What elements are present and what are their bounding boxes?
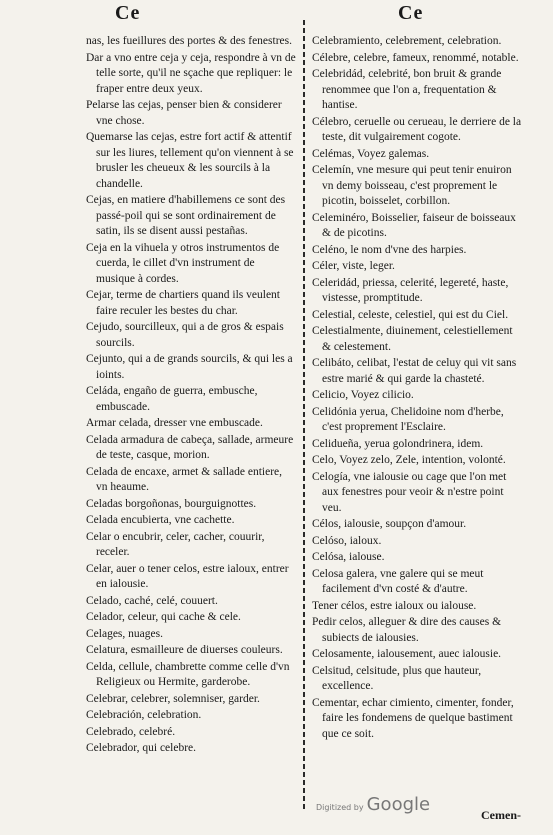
left-column bbox=[86, 34, 296, 758]
dictionary-entry: Celebrado, celebré. bbox=[86, 725, 176, 738]
running-head-left: Ce bbox=[115, 2, 141, 24]
footer-prefix: Digitized by bbox=[316, 803, 364, 812]
dictionary-entry: Celebrar, celebrer, solemniser, garder. bbox=[86, 692, 260, 705]
dictionary-entry: Celóso, ialoux. bbox=[312, 534, 382, 547]
dictionary-entry: Célebro, ceruelle ou cerueau, le derriere de la teste, dit vulgairement cogote. bbox=[312, 115, 522, 143]
dictionary-entry: Céler, viste, leger. bbox=[312, 260, 395, 272]
dictionary-entry: Celéno, le nom d'vne des harpies. bbox=[312, 243, 467, 256]
dictionary-entry: Celibáto, celibat, l'estat de celuy qui vit sans estre marié & qui garde la chasteté. bbox=[312, 357, 517, 385]
dictionary-entry: Pedir celos, alleguer & dire des causes & subiects de ialousies. bbox=[312, 616, 502, 644]
dictionary-entry: Celebridád, celebrité, bon bruit & grande renommee que l'on a, frequentation & hantise. bbox=[312, 68, 502, 111]
dictionary-entry: Célos, ialousie, soupçon d'amour. bbox=[312, 518, 467, 530]
dictionary-entry: Celador, celeur, qui cache & cele. bbox=[86, 611, 241, 623]
dictionary-entry: Celidueña, yerua golondrinera, idem. bbox=[312, 437, 484, 450]
dictionary-entry: Celósa, ialouse. bbox=[312, 551, 385, 563]
dictionary-entry: Celar o encubrir, celer, cacher, couurir, receler. bbox=[86, 530, 265, 558]
google-logo: Google bbox=[366, 794, 431, 815]
dictionary-entry: Célebre, celebre, fameux, renommé, notable. bbox=[312, 51, 519, 64]
dictionary-entry: Celosamente, ialousement, auec ialousie. bbox=[312, 648, 502, 660]
dictionary-entry: Armar celada, dresser vne embuscade. bbox=[86, 417, 263, 429]
dictionary-entry: Celémas, Voyez galemas. bbox=[312, 147, 430, 160]
dictionary-entry: Cejudo, sourcilleux, qui a de gros & espais sourcils. bbox=[86, 321, 284, 349]
dictionary-entry: Celada encubierta, vne cachette. bbox=[86, 514, 235, 526]
dictionary-entry: Celada armadura de cabeça, sallade, armeure de teste, casque, morion. bbox=[86, 433, 294, 461]
dictionary-entry: Celosa galera, vne galere qui se meut facilement d'vn costé & d'autre. bbox=[312, 567, 484, 595]
dictionary-entry: Celatura, esmailleure de diuerses couleurs. bbox=[86, 644, 283, 656]
dictionary-entry: Celeridád, priessa, celerité, legereté, haste, vistesse, promptitude. bbox=[312, 276, 509, 304]
dictionary-entry: Celestialmente, diuinement, celestiellement & celestement. bbox=[312, 325, 513, 353]
dictionary-entry: Cejar, terme de chartiers quand ils veulent faire reculer les bestes du char. bbox=[86, 289, 281, 317]
dictionary-entry: Celemín, vne mesure qui peut tenir enuiron vn demy boisseau, c'est proprement le picotin, boisselet, corbillon. bbox=[312, 164, 512, 207]
dictionary-entry: Celo, Voyez zelo, Zele, intention, volonté. bbox=[312, 454, 506, 466]
dictionary-entry: Celado, caché, celé, couuert. bbox=[86, 594, 218, 607]
dictionary-entry: Pelarse las cejas, penser bien & considerer vne chose. bbox=[86, 99, 282, 127]
column-divider bbox=[303, 20, 305, 810]
dictionary-entry: Quemarse las cejas, estre fort actif & attentif sur les liures, tellement qu'on viennent à se brusler les cheueux & les sourcils à la chandelle. bbox=[86, 131, 294, 190]
dictionary-entry: Ceja en la vihuela y otros instrumentos de cuerda, le cillet d'vn instrument de musique à cordes. bbox=[86, 241, 280, 285]
right-column bbox=[312, 34, 524, 743]
dictionary-entry: Celada de encaxe, armet & sallade entiere, vn heaume. bbox=[86, 465, 283, 493]
running-head-right: Ce bbox=[398, 2, 424, 24]
dictionary-entry: Celebración, celebration. bbox=[86, 709, 202, 721]
dictionary-entry: Dar a vno entre ceja y ceja, respondre à vn de telle sorte, qu'il ne sçache que repliquer: le fraper entre deux yeux. bbox=[86, 51, 296, 95]
dictionary-entry: Celestial, celeste, celestiel, qui est du Ciel. bbox=[312, 308, 509, 321]
dictionary-entry: Celeminéro, Boisselier, faiseur de boisseaux & de picotins. bbox=[312, 211, 516, 239]
dictionary-entry: Celebrador, qui celebre. bbox=[86, 742, 197, 754]
catchword: Cemen- bbox=[481, 808, 521, 822]
dictionary-entry: Celebramiento, celebrement, celebration. bbox=[312, 35, 502, 47]
dictionary-entry: Celidónia yerua, Chelidoine nom d'herbe, c'est proprement l'Esclaire. bbox=[312, 405, 504, 433]
dictionary-entry: Celicio, Voyez cilicio. bbox=[312, 389, 414, 401]
dictionary-entry: Celogía, vne ialousie ou cage que l'on met aux fenestres pour veoir & n'estre point veu. bbox=[312, 470, 507, 514]
dictionary-entry: Celáda, engaño de guerra, embusche, embuscade. bbox=[86, 385, 258, 413]
dictionary-entry: Celda, cellule, chambrette comme celle d'vn Religieux ou Hermite, garderobe. bbox=[86, 660, 290, 688]
dictionary-entry: Celadas borgoñonas, bourguignottes. bbox=[86, 497, 257, 510]
dictionary-entry: Cejas, en matiere d'habillemens ce sont des passé-poil qui se sont ordinairement de satin, ils se disent aussi pestañas. bbox=[86, 194, 286, 237]
dictionary-entry: nas, les fueillures des portes & des fenestres. bbox=[86, 35, 292, 47]
digitized-footer bbox=[316, 794, 430, 815]
dictionary-entry: Celar, auer o tener celos, estre ialoux, entrer en ialousie. bbox=[86, 562, 289, 590]
dictionary-entry: Cementar, echar cimiento, cimenter, fonder, faire les fondemens de quelque bastiment que ce soit. bbox=[312, 696, 514, 740]
dictionary-entry: Celages, nuages. bbox=[86, 627, 163, 640]
dictionary-entry: Tener célos, estre ialoux ou ialouse. bbox=[312, 599, 477, 612]
dictionary-entry: Cejunto, qui a de grands sourcils, & qui les a ioints. bbox=[86, 353, 293, 381]
dictionary-entry: Celsitud, celsitude, plus que hauteur, excellence. bbox=[312, 664, 482, 692]
